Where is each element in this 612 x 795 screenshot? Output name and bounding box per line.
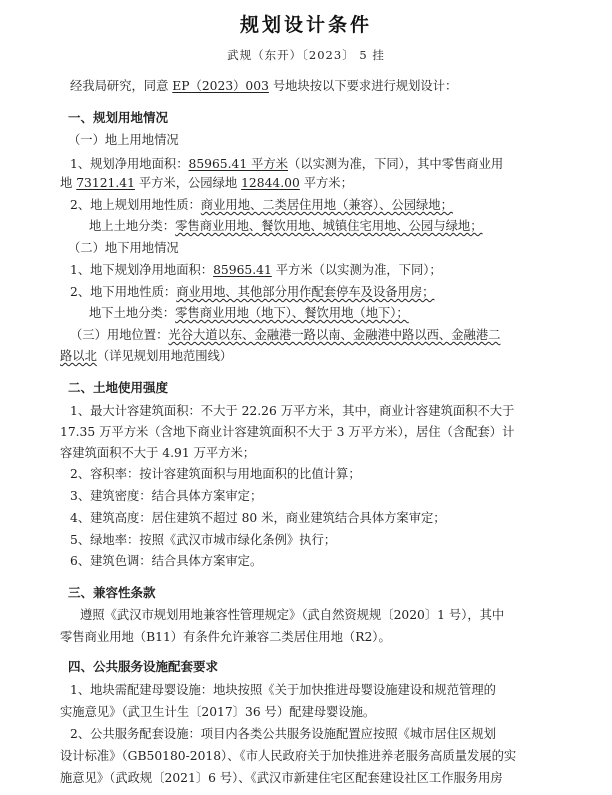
subsection-2-heading: （二）地下用地情况	[68, 241, 179, 255]
s2-line-5: 5、绿地率：按照《武汉市城市绿化条例》执行；	[70, 533, 337, 547]
section-4-heading: 四、公共服务设施配套要求	[68, 659, 219, 674]
s4-line-2b: 设计标准》（GB50180-2018）、《市人民政府关于加快推进养老服务高质量发展的实	[60, 749, 517, 763]
s2-line-1: 1、最大计容建筑面积：不大于 22.26 万平方米，其中，商业计容建筑面积不大于	[70, 404, 515, 418]
s2-line-1c: 容建筑面积不大于 4.91 万平方米；	[60, 446, 256, 460]
s2-line-3: 3、建筑密度：结合具体方案审定；	[70, 489, 263, 503]
s1-line-3: 1、地下规划净用地面积：85965.41 平方米（以实测为准，下同）；	[70, 263, 442, 277]
s1-line-1: 1、规划净用地面积：85965.41 平方米（以实测为准，下同），其中零售商业用	[70, 157, 504, 171]
s1-line-1b: 地 73121.41 平方米，公园绿地 12844.00 平方米；	[60, 176, 353, 190]
s2-line-2: 2、容积率：按计容建筑面积与用地面积的比值计算；	[70, 467, 361, 481]
s4-line-2: 2、公共服务配套设施：项目内各类公共服务设施配置应按照《城市居住区规划	[70, 727, 496, 741]
document-number: 武规（东开）〔2023〕 5 挂	[227, 48, 385, 62]
s4-line-1b: 实施意见》（武卫生计生〔2017〕36 号）配建母婴设施。	[60, 705, 376, 719]
subsection-1-heading: （一）地上用地情况	[68, 133, 179, 147]
s2-line-6: 6、建筑色调：结合具体方案审定。	[70, 554, 263, 568]
section-2-heading: 二、土地使用强度	[68, 380, 169, 395]
s1-line-5b: 路以北（详见规划用地范围线）	[60, 349, 233, 363]
s1-line-2b: 地上土地分类：零售商业用地、餐饮用地、城镇住宅用地、公园与绿地；	[89, 219, 483, 233]
s3-line-2: 零售商业用地（B11）有条件允许兼容二类居住用地（R2）。	[60, 630, 391, 644]
s1-line-5: （三）用地位置：光谷大道以东、金融港一路以南、金融港中路以西、金融港二	[70, 328, 501, 342]
document-title: 规划设计条件	[239, 14, 372, 36]
s2-line-1b: 17.35 万平方米（含地下商业计容建筑面积不大于 3 万平方米），居住（含配套）计	[60, 425, 515, 439]
s1-line-4: 2、地下用地性质：商业用地、其他部分用作配套停车及设备用房；	[70, 285, 435, 299]
section-3-heading: 三、兼容性条款	[68, 585, 156, 600]
s1-line-4b: 地下土地分类：零售商业用地（地下）、餐饮用地（地下）；	[89, 306, 409, 320]
s4-line-1: 1、地块需配建母婴设施：地块按照《关于加快推进母婴设施建设和规范管理的	[70, 683, 496, 697]
s2-line-4: 4、建筑高度：居住建筑不超过 80 米，商业建筑结合具体方案审定；	[70, 511, 446, 525]
s4-line-2c: 施意见》（武政规〔2021〕6 号）、《武汉市新建住宅区配套建设社区工作服务用房	[60, 771, 503, 785]
plot-number: EP（2023）003	[172, 79, 269, 93]
intro-line: 经我局研究，同意 EP（2023）003 号地块按以下要求进行规划设计：	[70, 79, 458, 93]
s1-line-2: 2、地上规划用地性质：商业用地、二类居住用地（兼容）、公园绿地；	[70, 198, 453, 212]
s3-line-1: 遵照《武汉市规划用地兼容性管理规定》（武自然资规规〔2020〕1 号），其中	[80, 608, 505, 622]
section-1-heading: 一、规划用地情况	[68, 110, 169, 125]
